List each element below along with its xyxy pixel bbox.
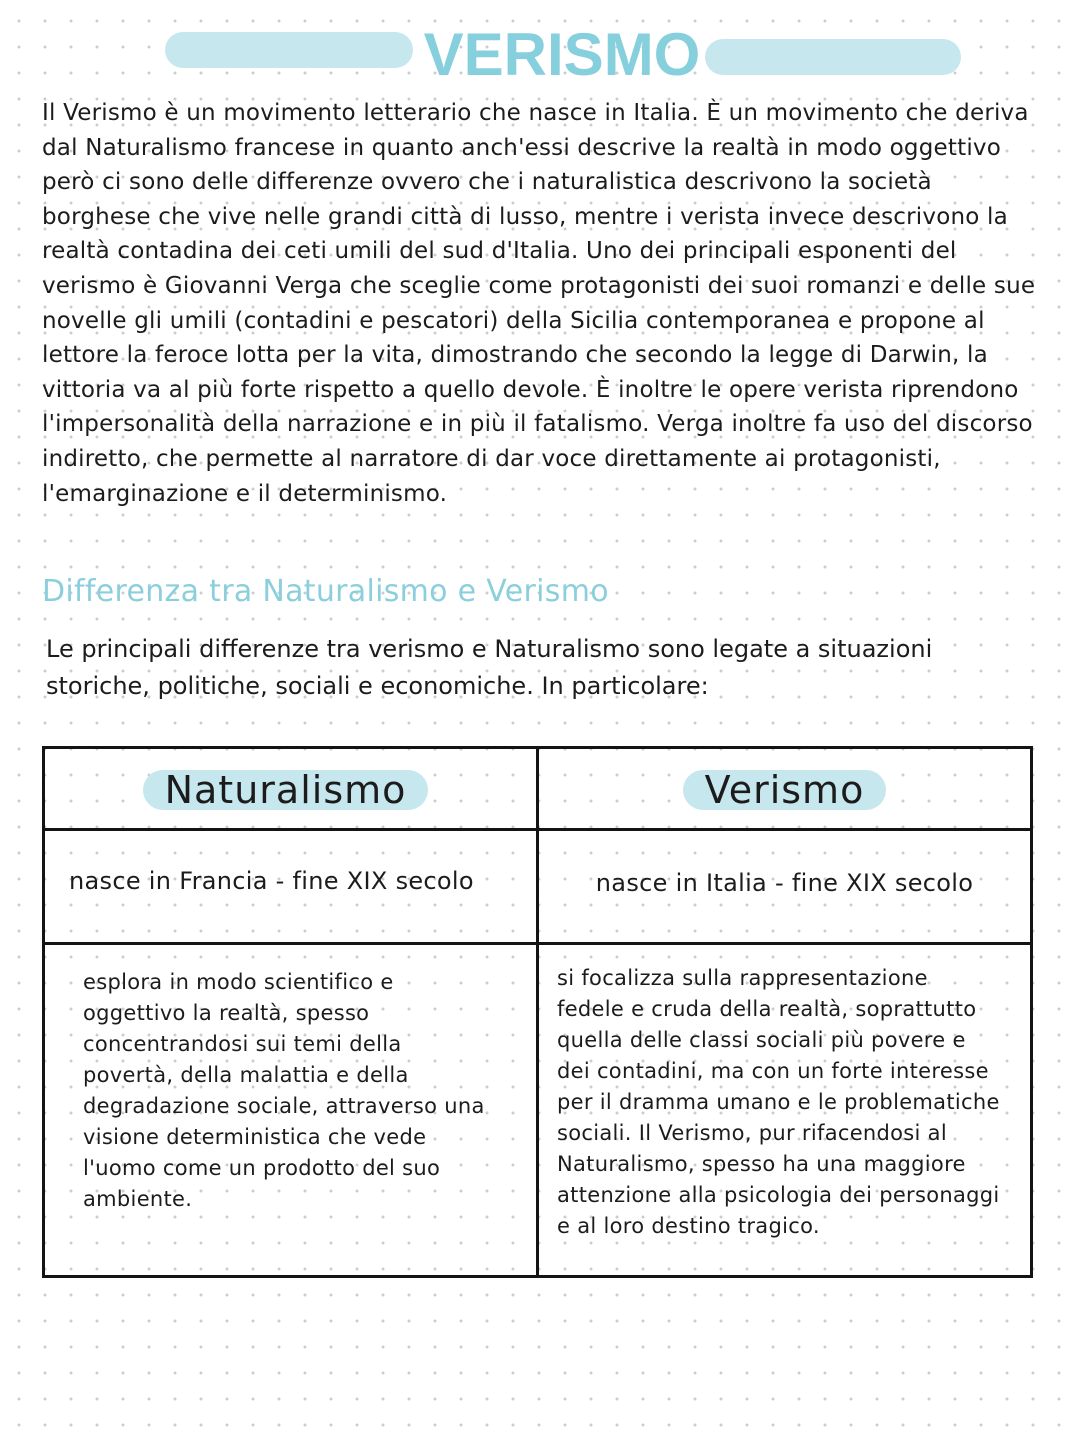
section-subtitle: Differenza tra Naturalismo e Verismo: [42, 574, 609, 609]
table-cell-description-verismo: si focalizza sulla rappresentazione fedele e cruda della realtà, soprattutto quella delle classi sociali più povere e dei contadini, ma con un forte interesse per il dramma umano e le problematiche sociali. Il Verismo, pur rifacendosi al Naturalismo, spesso ha una maggiore attenzione alla psicologia dei personaggi e al loro destino tragico.: [538, 944, 1032, 1277]
table-row: [44, 830, 1032, 944]
table-cell-origin-naturalismo: nasce in Francia - fine XIX secolo: [44, 830, 538, 944]
table-cell-origin-verismo: nasce in Italia - fine XIX secolo: [538, 830, 1032, 944]
comparison-table: [42, 746, 1033, 1278]
page-title: VERISMO: [423, 21, 701, 88]
header-cell-naturalismo: [44, 748, 538, 830]
header-label-naturalismo: Naturalismo: [143, 770, 429, 810]
table-header-row: [44, 748, 1032, 830]
title-banner: [0, 22, 1080, 92]
intro-paragraph: Il Verismo è un movimento letterario che nasce in Italia. È un movimento che deriva dal Naturalismo francese in quanto anch'essi descrive la realtà in modo oggettivo però ci sono delle differenze ovvero che i naturalistica descrivono la società borghese che vive nelle grandi città di lusso, mentre i verista invece descrivono la realtà contadina dei ceti umili del sud d'Italia. Uno dei principali esponenti del verismo è Giovanni Verga che sceglie come protagonisti dei suoi romanzi e delle sue novelle gli umili (contadini e pescatori) della Sicilia contemporanea e propone al lettore la feroce lotta per la vita, dimostrando che secondo la legge di Darwin, la vittoria va al più forte rispetto a quello devole. È inoltre le opere verista riprendono l'impersonalità della narrazione e in più il fatalismo. Verga inoltre fa uso del discorso indiretto, che permette al narratore di dar voce direttamente ai protagonisti, l'emarginazione e il determinismo.: [42, 100, 1036, 507]
table-row: [44, 944, 1032, 1277]
table-cell-description-naturalismo: esplora in modo scientifico e oggettivo la realtà, spesso concentrandosi sui temi della povertà, della malattia e della degradazione sociale, attraverso una visione deterministica che vede l'uomo come un prodotto del suo ambiente.: [44, 944, 538, 1277]
header-label-verismo: Verismo: [683, 770, 887, 810]
header-cell-verismo: [538, 748, 1032, 830]
section-intro: Le principali differenze tra verismo e Naturalismo sono legate a situazioni storiche, politiche, sociali e economiche. In particolare:: [46, 635, 933, 700]
